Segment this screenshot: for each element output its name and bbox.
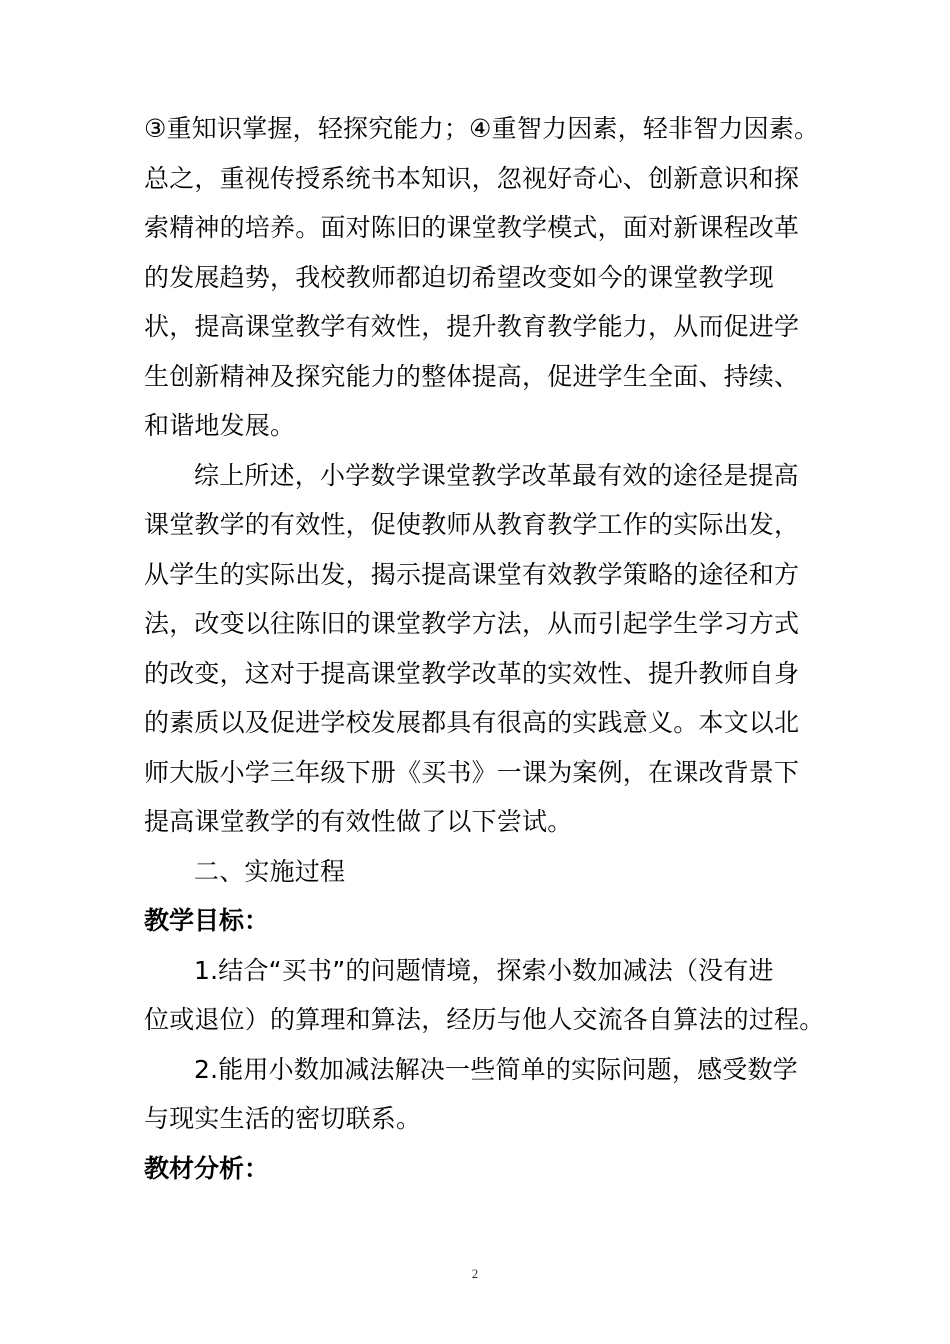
text-line: 师大版小学三年级下册《买书》一课为案例，在课改背景下	[144, 757, 800, 787]
text-line: 课堂教学的有效性，促使教师从教育教学工作的实际出发，	[144, 510, 800, 539]
text-line: 生创新精神及探究能力的整体提高，促进学生全面、持续、	[144, 361, 800, 391]
text-line: 总之，重视传授系统书本知识，忽视好奇心、创新意识和探	[144, 163, 800, 193]
paragraph-goal-1	[144, 946, 834, 1045]
text-line: 二、实施过程	[194, 856, 346, 886]
section-title	[144, 847, 834, 897]
text-line: 法，改变以往陈旧的课堂教学方法，从而引起学生学习方式	[144, 609, 800, 638]
text-line: 状，提高课堂教学有效性，提升教育教学能力，从而促进学	[144, 312, 800, 341]
text-line: 的改变，这对于提高课堂教学改革的实效性、提升教师自身	[144, 658, 800, 688]
text-line: 和谐地发展。	[144, 411, 296, 440]
text-line: 综上所述，小学数学课堂教学改革最有效的途径是提高	[194, 460, 799, 490]
text-line: 位或退位）的算理和算法，经历与他人交流各自算法的过程。	[144, 1005, 825, 1034]
text-line: 教材分析：	[144, 1153, 270, 1183]
text-line: 索精神的培养。面对陈旧的课堂教学模式，面对新课程改革	[144, 213, 800, 242]
paragraph-goal-2	[144, 1045, 834, 1144]
text-line: 2.能用小数加减法解决一些简单的实际问题，感受数学	[194, 1054, 798, 1084]
heading-teaching-goals	[144, 896, 834, 946]
text-line: 的发展趋势，我校教师都迫切希望改变如今的课堂教学现	[144, 262, 775, 292]
page-number: 2	[471, 1266, 479, 1281]
text-line: 与现实生活的密切联系。	[144, 1104, 422, 1133]
text-line: 教学目标：	[144, 906, 270, 935]
text-line: 提高课堂教学的有效性做了以下尝试。	[144, 807, 573, 836]
heading-material-analysis	[144, 1144, 834, 1194]
document-body	[144, 104, 834, 1193]
text-line: 的素质以及促进学校发展都具有很高的实践意义。本文以北	[144, 708, 800, 737]
paragraph-summary	[144, 451, 834, 847]
text-line: ③重知识掌握，轻探究能力；④重智力因素，轻非智力因素。	[144, 114, 820, 143]
text-line: 从学生的实际出发，揭示提高课堂有效教学策略的途径和方	[144, 559, 800, 589]
text-line: 1.结合“买书”的问题情境，探索小数加减法（没有进	[194, 955, 774, 985]
paragraph-continuation	[144, 104, 834, 451]
